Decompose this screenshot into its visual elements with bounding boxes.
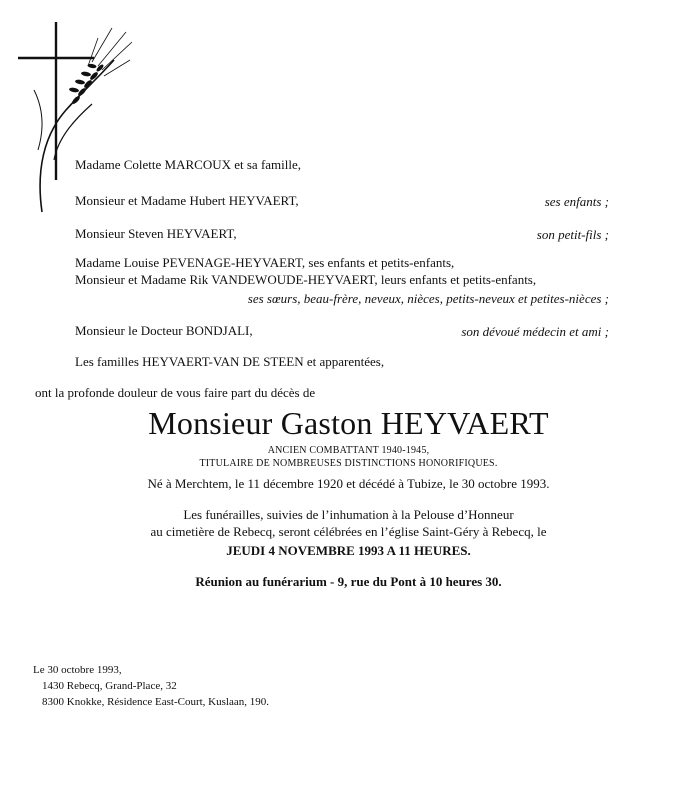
family-line-bondjali: Monsieur le Docteur BONDJALI, [75,323,253,338]
relation-medecin: son dévoué médecin et ami ; [461,324,609,339]
announcement-intro: ont la profonde douleur de vous faire part du décès de [35,385,316,400]
family-line-familles: Les familles HEYVAERT-VAN DE STEEN et apparentées, [75,354,385,369]
birth-death-line: Né à Merchtem, le 11 décembre 1920 et décédé à Tubize, le 30 octobre 1993. [147,476,550,491]
family-line-steven: Monsieur Steven HEYVAERT, [75,226,237,241]
family-line-rik: Monsieur et Madame Rik VANDEWOUDE-HEYVAERT, leurs enfants et petits-enfants, [75,272,537,287]
family-line-marcoux: Madame Colette MARCOUX et sa famille, [75,157,302,172]
deceased-title-2: TITULAIRE DE NOMBREUSES DISTINCTIONS HONORIFIQUES. [199,458,498,469]
cross-and-wheat-icon [14,20,134,215]
footer-address-rebecq: 1430 Rebecq, Grand-Place, 32 [42,680,177,692]
relation-soeurs: ses sœurs, beau-frère, neveux, nièces, petits-neveux et petites-nièces ; [247,291,609,306]
reunion-line: Réunion au funérarium - 9, rue du Pont à 10 heures 30. [195,574,502,589]
family-line-hubert: Monsieur et Madame Hubert HEYVAERT, [75,193,299,208]
deceased-title-1: ANCIEN COMBATTANT 1940-1945, [267,445,430,456]
deceased-name: Monsieur Gaston HEYVAERT [148,405,549,441]
family-line-louise: Madame Louise PEVENAGE-HEYVAERT, ses enfants et petits-enfants, [75,255,455,270]
funeral-line-1: Les funérailles, suivies de l’inhumation à la Pelouse d’Honneur [183,507,514,522]
relation-petit-fils: son petit-fils ; [536,227,609,242]
funeral-line-2: au cimetière de Rebecq, seront célébrées en l’église Saint-Géry à Rebecq, le [150,524,547,539]
relation-enfants: ses enfants ; [544,194,609,209]
footer-address-knokke: 8300 Knokke, Résidence East-Court, Kuslaan, 190. [42,696,269,708]
funeral-date: JEUDI 4 NOVEMBRE 1993 A 11 HEURES. [226,543,471,558]
footer-date: Le 30 octobre 1993, [33,664,122,676]
